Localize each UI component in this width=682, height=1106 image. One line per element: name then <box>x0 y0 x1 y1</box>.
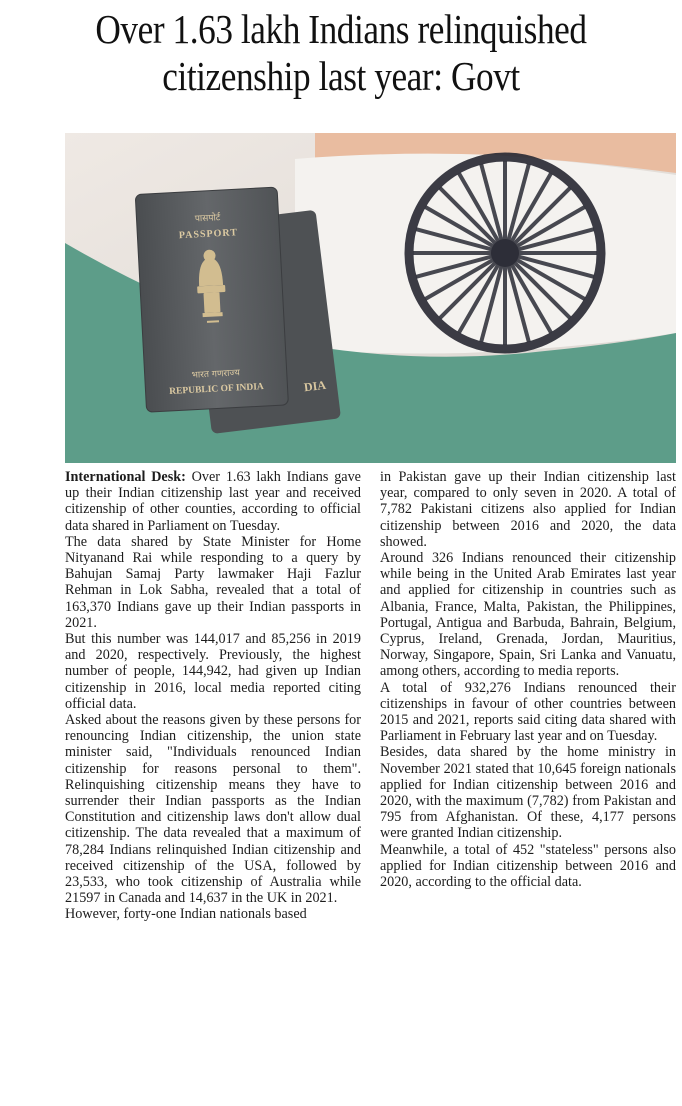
passport-country: REPUBLIC OF INDIA <box>169 382 265 397</box>
passport-back-text: DIA <box>303 377 327 395</box>
dateline: International Desk: <box>65 469 186 485</box>
article-paragraph-8: A total of 932,276 Indians renounced their citizenships in favour of other countries between 2015 and 2021, reports said citing data shared with Parliament in February last year and on Tuesday. <box>380 679 676 745</box>
article-paragraph-3: But this number was 144,017 and 85,256 in 2019 and 2020, respectively. Previously, the highest number of people, 144,942, had given up Indian citizenship in 2016, local media reported citing official data. <box>65 631 361 712</box>
passport-hindi-title: पासपोर्ट <box>194 213 221 225</box>
passport-hindi-country: भारत गणराज्य <box>191 368 241 381</box>
headline-line-2: citizenship last year: Govt <box>162 53 520 99</box>
article-paragraph-1 <box>65 469 361 534</box>
article-column-left <box>65 469 361 923</box>
article-paragraph-9: Besides, data shared by the home ministry in November 2021 stated that 10,645 foreign nationals applied for Indian citizenship between 2016 and 2020, with the maximum (7,782) from Pakistan and 795 from Afghanistan. Of these, 4,177 persons were granted Indian citizenship. <box>380 744 676 842</box>
ashoka-chakra <box>409 157 601 349</box>
headline <box>48 6 635 100</box>
passport-title: PASSPORT <box>178 227 239 242</box>
article-paragraph-4: Asked about the reasons given by these persons for renouncing Indian citizenship, the union state minister said, "Individuals renounced Indian citizenship for reasons personal to them". Relinquishing citizenship means they have to surrender their Indian passports as the Indian Constitution and citizenship laws don't allow dual citizenship. The data revealed that a maximum of 78,284 Indians relinquished Indian citizenship and received citizenship of the USA, followed by 23,533, who took citizenship of Australia while 21597 in Canada and 14,637 in the UK in 2021. <box>65 712 361 907</box>
article-paragraph-7: Around 326 Indians renounced their citizenship while being in the United Arab Emirates last year and applied for citizenship in countries such as Albania, France, Malta, Pakistan, the Philippines, Portugal, Antigua and Barbuda, Bahrain, Belgium, Cyprus, Ireland, Grenada, Jordan, Mauritius, Norway, Singapore, Spain, Sri Lanka and Vanuatu, among others, according to media reports. <box>380 550 676 680</box>
passport-flag-photo <box>65 133 676 463</box>
passport-front <box>135 187 288 412</box>
article-column-right <box>380 469 676 890</box>
article-paragraph-10: Meanwhile, a total of 452 "stateless" persons also applied for Indian citizenship between 2016 and 2020, according to the official data. <box>380 841 676 891</box>
headline-line-1: Over 1.63 lakh Indians relinquished <box>95 6 587 52</box>
article-paragraph-2: The data shared by State Minister for Home Nityanand Rai while responding to a query by Bahujan Samaj Party lawmaker Haji Fazlur Rehman in Lok Sabha, revealed that a total of 163,370 Indians gave up their Indian passports in 2021. <box>65 533 361 631</box>
paragraph-text: Over 1.63 lakh Indians gave up their Indian citizenship last year and received citizenship of other counties, according to official data shared in Parliament on Tuesday. <box>65 469 361 534</box>
article-paragraph-5: However, forty-one Indian nationals based <box>65 906 307 923</box>
article-paragraph-6: in Pakistan gave up their Indian citizenship last year, compared to only seven in 2020. A total of 7,782 Pakistani citizens also applied for Indian citizenship between 2016 and 2020, the data showed. <box>380 469 676 550</box>
